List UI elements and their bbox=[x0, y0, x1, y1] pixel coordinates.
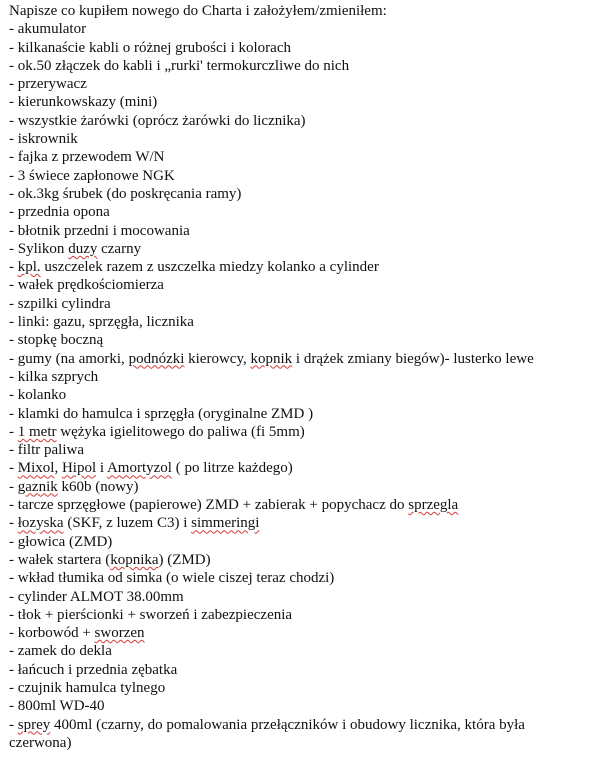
item-text: k60b (nowy) bbox=[57, 478, 139, 495]
list-item bbox=[9, 57, 587, 75]
item-text: - wałek startera ( bbox=[9, 551, 111, 568]
list-item bbox=[9, 478, 587, 496]
item-text: - bbox=[9, 259, 18, 276]
item-text: uszczelek razem z uszczelka miedzy kolanko a cylinder bbox=[40, 259, 379, 276]
list-item bbox=[9, 203, 587, 221]
item-text: - wkład tłumika od simka (o wiele ciszej teraz chodzi) bbox=[9, 570, 335, 587]
item-text: , bbox=[54, 460, 62, 477]
spellcheck-word: kopnik bbox=[250, 350, 293, 367]
list-item bbox=[9, 276, 587, 294]
list-item bbox=[9, 386, 587, 404]
spellcheck-word: podnózki bbox=[128, 350, 185, 367]
list-item bbox=[9, 75, 587, 93]
item-text: - bbox=[9, 478, 18, 495]
list-item bbox=[9, 716, 587, 753]
list-item bbox=[9, 39, 587, 57]
spellcheck-word: 1 metr bbox=[17, 423, 57, 440]
item-text: - cylinder ALMOT 38.00mm bbox=[9, 588, 184, 605]
list-item bbox=[9, 112, 587, 130]
item-text: - bbox=[9, 460, 18, 477]
item-text: - linki: gazu, sprzęgła, licznika bbox=[9, 314, 194, 331]
item-text: - błotnik przedni i mocowania bbox=[9, 222, 190, 239]
list-item bbox=[9, 606, 587, 624]
list-item bbox=[9, 588, 587, 606]
spellcheck-word: kpl. bbox=[17, 259, 41, 276]
spellcheck-word: łozyska bbox=[17, 515, 64, 532]
item-text: - iskrownik bbox=[9, 131, 78, 148]
list-item bbox=[9, 459, 587, 477]
list-item bbox=[9, 642, 587, 660]
list-item bbox=[9, 20, 587, 38]
item-text: i drążek zmiany biegów)- lusterko lewe bbox=[292, 350, 534, 367]
item-text: - 800ml WD-40 bbox=[9, 698, 105, 715]
item-text: - korbowód + bbox=[9, 625, 95, 642]
list-item bbox=[9, 93, 587, 111]
item-text: czarny bbox=[97, 240, 142, 257]
item-text: ( po litrze każdego) bbox=[171, 460, 293, 477]
spellcheck-word: simmeringi bbox=[191, 515, 260, 532]
item-text: - łańcuch i przednia zębatka bbox=[9, 661, 178, 678]
item-text: - Sylikon bbox=[9, 240, 69, 257]
item-text: - bbox=[9, 716, 18, 733]
item-text: - klamki do hamulca i sprzęgła (oryginalne ZMD ) bbox=[9, 405, 314, 422]
spellcheck-word: sprey bbox=[17, 716, 51, 733]
list-item bbox=[9, 514, 587, 532]
list-item bbox=[9, 350, 587, 368]
item-text: - zamek do dekla bbox=[9, 643, 112, 660]
list-item bbox=[9, 551, 587, 569]
item-text: - kierunkowskazy (mini) bbox=[9, 94, 158, 111]
list-item bbox=[9, 405, 587, 423]
item-text: wężyka igielitowego do paliwa (fi 5mm) bbox=[56, 423, 305, 440]
item-text: - stopkę boczną bbox=[9, 332, 104, 349]
list-item bbox=[9, 697, 587, 715]
item-text: - tarcze sprzęgłowe (papierowe) ZMD + zabierak + popychacz do bbox=[9, 497, 409, 514]
list-item bbox=[9, 222, 587, 240]
item-text: - głowica (ZMD) bbox=[9, 533, 113, 550]
list-item bbox=[9, 148, 587, 166]
list-item bbox=[9, 679, 587, 697]
list-item bbox=[9, 185, 587, 203]
item-text: - bbox=[9, 423, 18, 440]
item-text: - kolanko bbox=[9, 387, 67, 404]
list-item bbox=[9, 569, 587, 587]
spellcheck-word: Amortyzol bbox=[106, 460, 172, 477]
item-text: - przednia opona bbox=[9, 204, 110, 221]
list-item bbox=[9, 313, 587, 331]
item-text: - filtr paliwa bbox=[9, 442, 84, 459]
spellcheck-word: duzy bbox=[68, 240, 98, 257]
list-item bbox=[9, 331, 587, 349]
item-text: - wałek prędkościomierza bbox=[9, 277, 164, 294]
list-item bbox=[9, 258, 587, 276]
list-item bbox=[9, 423, 587, 441]
spellcheck-word: kopnika bbox=[110, 551, 159, 568]
list-item bbox=[9, 295, 587, 313]
list-item bbox=[9, 130, 587, 148]
item-text: - bbox=[9, 515, 18, 532]
item-text: - wszystkie żarówki (oprócz żarówki do licznika) bbox=[9, 112, 306, 129]
item-text: - szpilki cylindra bbox=[9, 295, 111, 312]
list-item bbox=[9, 624, 587, 642]
item-text: - ok.50 złączek do kabli i „rurki' termokurczliwe do nich bbox=[9, 57, 350, 74]
spellcheck-word: sworzen bbox=[94, 625, 145, 642]
item-text: kierowcy, bbox=[184, 350, 251, 367]
list-item bbox=[9, 240, 587, 258]
spellcheck-word: Mixol bbox=[17, 460, 55, 477]
list-item bbox=[9, 661, 587, 679]
item-text: - 3 świece zapłonowe NGK bbox=[9, 167, 175, 184]
item-list bbox=[9, 20, 587, 752]
item-text: ) (ZMD) bbox=[158, 551, 211, 568]
item-text: - fajka z przewodem W/N bbox=[9, 149, 165, 166]
document-heading: Napisze co kupiłem nowego do Charta i założyłem/zmieniłem: bbox=[9, 3, 387, 19]
spellcheck-word: gaznik bbox=[17, 478, 58, 495]
item-text: - czujnik hamulca tylnego bbox=[9, 679, 166, 696]
spellcheck-word: sprzegla bbox=[408, 497, 459, 514]
item-text: (SKF, z luzem C3) i bbox=[63, 515, 192, 532]
item-text: - kilka szprych bbox=[9, 368, 99, 385]
item-text: - gumy (na amorki, bbox=[9, 350, 129, 367]
spellcheck-word: Hipol bbox=[61, 460, 97, 477]
document-body bbox=[9, 2, 587, 752]
item-text: - przerywacz bbox=[9, 76, 87, 93]
item-text: - kilkanaście kabli o różnej grubości i kolorach bbox=[9, 39, 291, 56]
item-text: - ok.3kg śrubek (do poskręcania ramy) bbox=[9, 185, 242, 202]
list-item bbox=[9, 533, 587, 551]
list-item bbox=[9, 167, 587, 185]
list-item bbox=[9, 441, 587, 459]
item-text: - akumulator bbox=[9, 21, 87, 38]
item-text: - tłok + pierścionki + sworzeń i zabezpieczenia bbox=[9, 606, 293, 623]
list-item bbox=[9, 368, 587, 386]
item-text: i bbox=[96, 460, 107, 477]
item-text: 400ml (czarny, do pomalowania przełączników i obudowy licznika, która była czerwona) bbox=[9, 716, 525, 751]
list-item bbox=[9, 496, 587, 514]
